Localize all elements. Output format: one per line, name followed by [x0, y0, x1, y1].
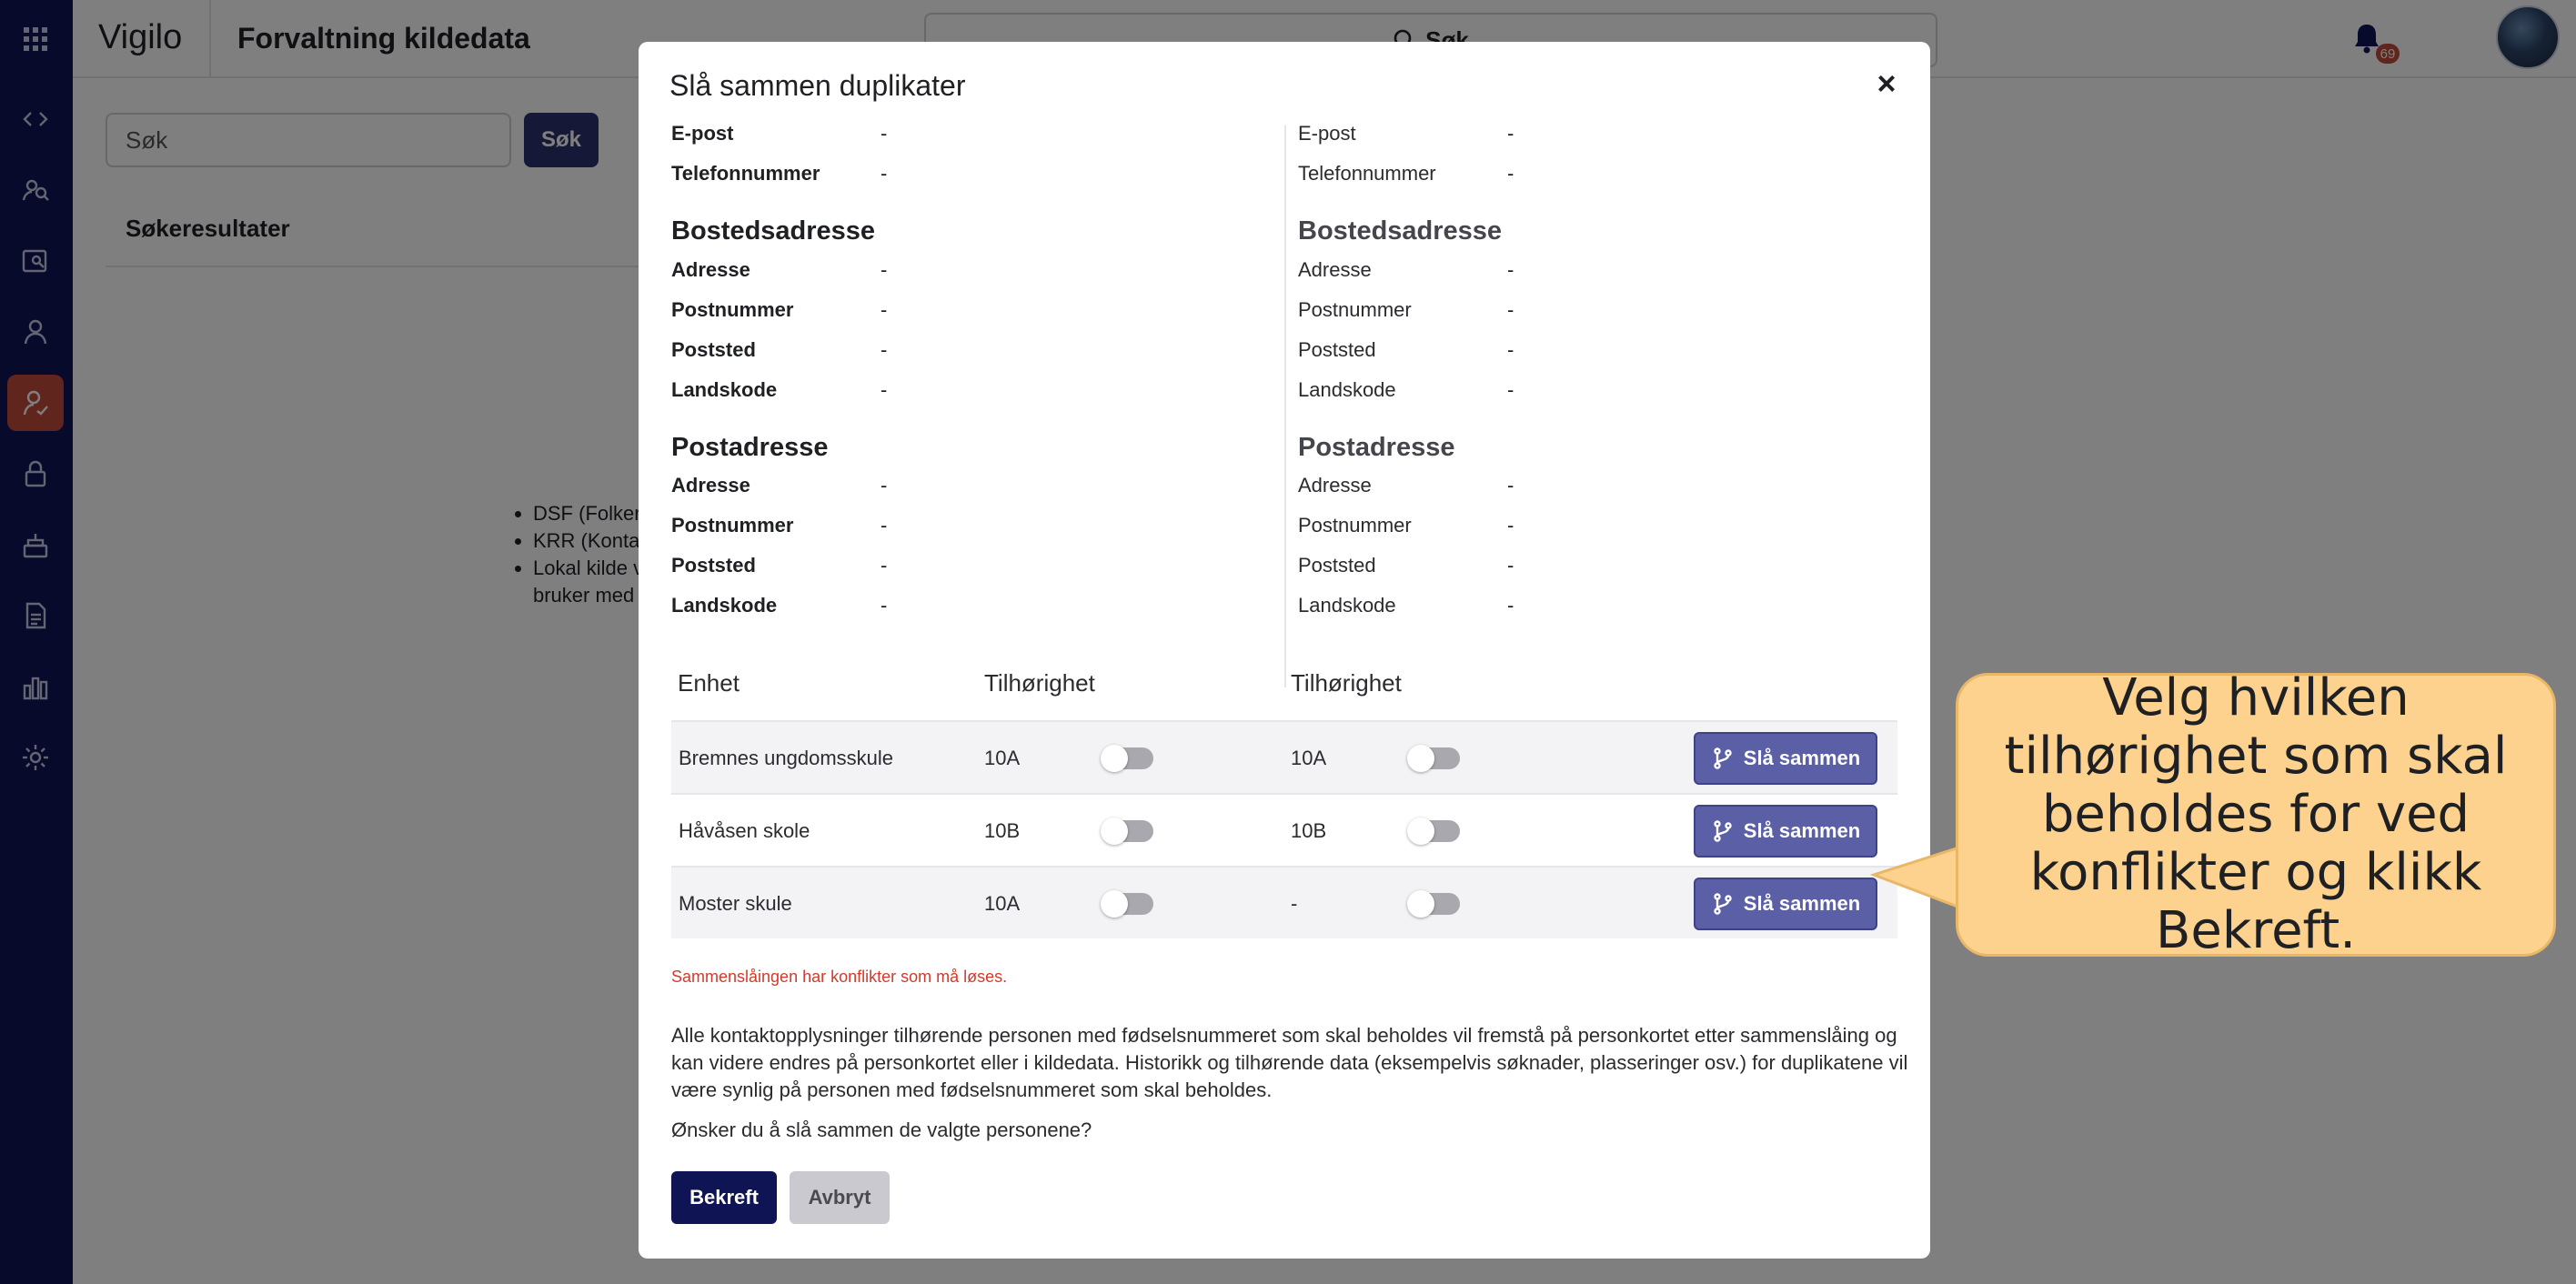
detail-label: Telefonnummer: [1298, 162, 1436, 185]
detail-value: -: [1507, 298, 1514, 321]
detail-label: Postnummer: [1298, 298, 1412, 321]
detail-value: -: [1507, 594, 1514, 617]
merge-button-label: Slå sammen: [1743, 892, 1861, 915]
affiliation-left: 10A: [984, 892, 1021, 915]
detail-row: [1298, 378, 1598, 406]
close-icon[interactable]: ×: [1877, 65, 1897, 102]
detail-label: E-post: [671, 122, 734, 145]
detail-label: Adresse: [671, 258, 750, 281]
merge-button-label: Slå sammen: [1743, 819, 1861, 842]
detail-row: [1298, 514, 1598, 541]
detail-label: Landskode: [1298, 594, 1396, 617]
affiliation-left: 10B: [984, 819, 1021, 842]
detail-value: -: [1507, 378, 1514, 401]
detail-label: Adresse: [1298, 258, 1372, 281]
detail-row: [671, 338, 971, 366]
detail-value: -: [880, 122, 888, 145]
detail-label: Poststed: [671, 338, 756, 361]
merge-button[interactable]: [1694, 878, 1877, 930]
affiliation-left-toggle[interactable]: [1102, 893, 1153, 915]
table-row: [671, 793, 1897, 866]
detail-value: -: [880, 338, 888, 361]
detail-value: -: [880, 162, 888, 185]
detail-row: [1298, 122, 1598, 149]
modal-title: Slå sammen duplikater: [669, 69, 966, 102]
detail-row: [1298, 554, 1598, 581]
section-title: Postadresse: [671, 433, 829, 462]
detail-row: [1298, 298, 1598, 326]
detail-row: [1298, 338, 1598, 366]
section-title: Bostedsadresse: [1298, 216, 1503, 246]
affiliation-left: 10A: [984, 747, 1021, 769]
affiliation-right-toggle[interactable]: [1409, 820, 1460, 842]
confirm-question: Ønsker du å slå sammen de valgte personene?: [671, 1118, 1092, 1141]
detail-label: E-post: [1298, 122, 1356, 145]
merge-info-text: Alle kontaktopplysninger tilhørende personen med fødselsnummeret som skal beholdes vil fremstå på personkortet etter sammenslåing og kan videre endres på personkortet eller i kildedata. Historikk og tilhørende data (eksempelvis søknader, plasseringer osv.) for duplikatene vil være synlig på personen med fødselsnummeret som skal beholdes.: [671, 1024, 1908, 1101]
detail-row: [671, 474, 971, 501]
detail-value: -: [1507, 258, 1514, 281]
column-divider: [1284, 125, 1286, 687]
detail-value: -: [1507, 474, 1514, 497]
merge-icon: [1711, 819, 1735, 843]
detail-label: Postnummer: [671, 298, 794, 321]
detail-value: -: [1507, 162, 1514, 185]
table-row: [671, 720, 1897, 793]
merge-button[interactable]: [1694, 732, 1877, 785]
detail-row: [1298, 594, 1598, 621]
affiliation-right: 10A: [1291, 747, 1327, 769]
detail-label: Landskode: [671, 594, 778, 617]
detail-row: [1298, 162, 1598, 189]
detail-value: -: [1507, 122, 1514, 145]
detail-value: -: [1507, 338, 1514, 361]
table-header-affiliation-right: Tilhørighet: [1291, 669, 1402, 697]
detail-value: -: [880, 474, 888, 497]
detail-row: [671, 258, 971, 286]
conflict-warning: Sammenslåingen har konflikter som må løses.: [671, 968, 1008, 986]
merge-icon: [1711, 892, 1735, 916]
unit-name: Håvåsen skole: [679, 819, 810, 842]
detail-label: Poststed: [1298, 338, 1376, 361]
detail-value: -: [880, 298, 888, 321]
detail-row: [671, 298, 971, 326]
detail-label: Postnummer: [1298, 514, 1412, 537]
affiliation-right: -: [1291, 892, 1298, 915]
detail-row: [671, 514, 971, 541]
detail-row: [671, 378, 971, 406]
affiliation-right: 10B: [1291, 819, 1327, 842]
detail-label: Landskode: [671, 378, 778, 401]
detail-value: -: [1507, 554, 1514, 577]
section-title: Bostedsadresse: [671, 216, 876, 246]
affiliation-right-toggle[interactable]: [1409, 893, 1460, 915]
detail-row: [671, 122, 971, 149]
detail-label: Landskode: [1298, 378, 1396, 401]
instruction-callout: Velg hvilken tilhørighet som skal beholdes for ved konflikter og klikk Bekreft.: [1956, 673, 2556, 957]
affiliation-right-toggle[interactable]: [1409, 747, 1460, 769]
unit-name: Bremnes ungdomsskule: [679, 747, 894, 769]
table-header-affiliation-left: Tilhørighet: [984, 669, 1095, 697]
affiliation-left-toggle[interactable]: [1102, 747, 1153, 769]
cancel-button[interactable]: Avbryt: [790, 1171, 890, 1224]
merge-button-label: Slå sammen: [1743, 747, 1861, 769]
detail-row: [671, 162, 971, 189]
detail-row: [671, 554, 971, 581]
confirm-button[interactable]: Bekreft: [671, 1171, 777, 1224]
detail-label: Postnummer: [671, 514, 794, 537]
detail-label: Poststed: [1298, 554, 1376, 577]
detail-value: -: [880, 258, 888, 281]
merge-button[interactable]: [1694, 805, 1877, 858]
table-header-unit: Enhet: [678, 669, 740, 697]
detail-label: Telefonnummer: [671, 162, 820, 185]
detail-value: -: [880, 594, 888, 617]
affiliation-left-toggle[interactable]: [1102, 820, 1153, 842]
unit-name: Moster skule: [679, 892, 792, 915]
detail-value: -: [880, 378, 888, 401]
detail-value: -: [880, 554, 888, 577]
detail-value: -: [1507, 514, 1514, 537]
detail-row: [671, 594, 971, 621]
detail-label: Poststed: [671, 554, 756, 577]
detail-label: Adresse: [1298, 474, 1372, 497]
detail-row: [1298, 474, 1598, 501]
table-row: [671, 866, 1897, 938]
detail-row: [1298, 258, 1598, 286]
merge-duplicates-dialog: [639, 42, 1930, 1259]
detail-label: Adresse: [671, 474, 750, 497]
detail-value: -: [880, 514, 888, 537]
merge-icon: [1711, 747, 1735, 770]
section-title: Postadresse: [1298, 433, 1455, 462]
